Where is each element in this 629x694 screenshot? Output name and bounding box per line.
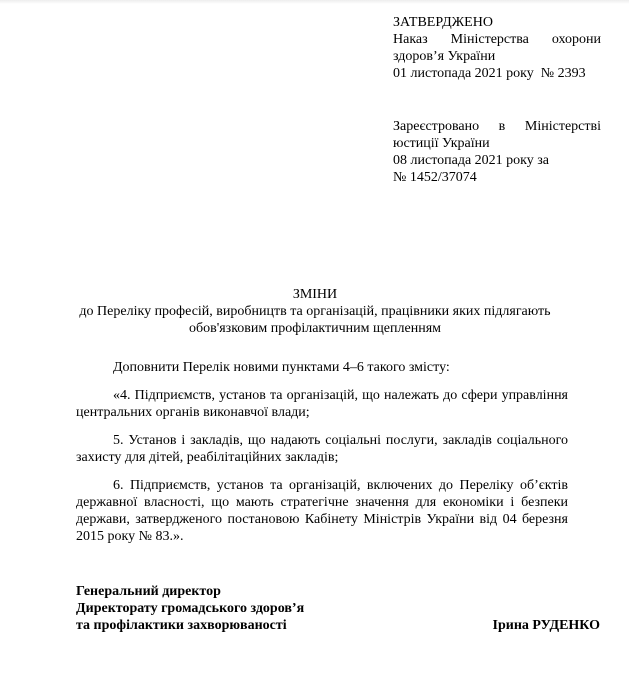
registration-block: [393, 118, 601, 186]
paragraph-point-6: 6. Підприємств, установ та організацій, включених до Переліку об’єктів державної власності, що мають стратегічне значення для економіки і безпеки держави, затвердженого постановою Кабінету Міністрів України від 04 березня 2015 року № 83.».: [76, 478, 568, 544]
registration-date: 08 листопада 2021 року за: [393, 153, 550, 168]
document-title: ЗМІНИ: [292, 287, 338, 302]
approval-date-number: 01 листопада 2021 року № 2393: [393, 66, 586, 81]
signatory-position-line: Директорату громадського здоров’я: [76, 601, 305, 616]
page-top-edge: [0, 0, 629, 4]
approval-order: Наказ Міністерства охорони здоров’я України: [393, 32, 601, 64]
signatory-name: Ірина РУДЕНКО: [492, 618, 600, 633]
paragraph-intro: Доповнити Перелік новими пунктами 4–6 такого змісту:: [113, 360, 450, 375]
stamp-column: [393, 14, 601, 186]
registration-number: № 1452/37074: [393, 170, 477, 185]
document-body: [76, 359, 568, 556]
paragraph-point-4: «4. Підприємств, установ та організацій, що належать до сфери управління центральних органів виконавчої влади;: [76, 388, 568, 420]
signatory-position-line: та профілактики захворюваності: [76, 618, 287, 633]
approval-heading: ЗАТВЕРДЖЕНО: [393, 15, 493, 30]
signature-block: [76, 583, 600, 634]
document-title-block: [62, 286, 568, 337]
approval-block: [393, 14, 601, 82]
signatory-position-line: Генеральний директор: [76, 584, 221, 599]
document-subtitle: до Переліку професій, виробництв та організацій, працівники яких підлягають обов'язковим профілактичним щепленням: [79, 304, 551, 336]
signatory-position: [76, 583, 304, 634]
paragraph-point-5: 5. Установ і закладів, що надають соціальні послуги, закладів соціального захисту для дітей, реабілітаційних закладів;: [76, 433, 568, 465]
registration-authority: Зареєстровано в Міністерстві юстиції України: [393, 119, 601, 151]
